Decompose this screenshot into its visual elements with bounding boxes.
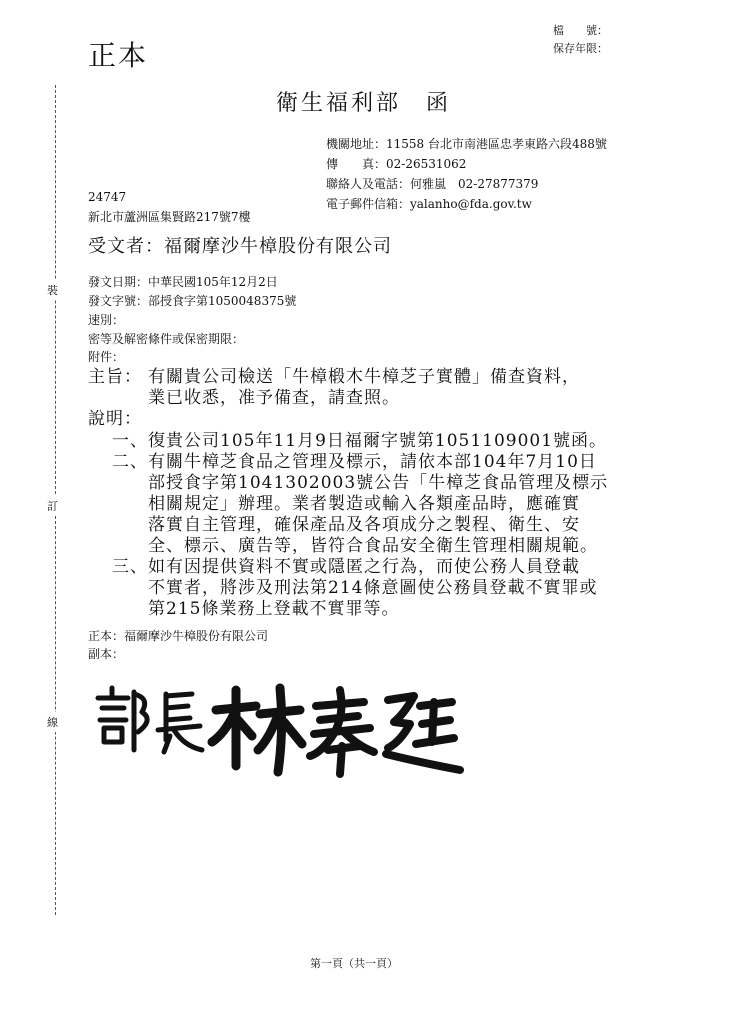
explanation-item-1: 一、復貴公司105年11月9日福爾字號第1051109001號函。 xyxy=(112,431,608,451)
retention-period-label: 保存年限： xyxy=(553,42,608,55)
binding-mark-ding: 訂 xyxy=(47,496,58,516)
secrecy-level: 密等及解密條件或保密期限： xyxy=(88,332,245,346)
carbon-copy-recipient: 副本： xyxy=(88,647,125,661)
delivery-speed: 速別： xyxy=(88,313,125,327)
subject-line-2: 業已收悉，准予備查，請查照。 xyxy=(148,388,400,408)
explanation-item-2-line-5: 全、標示、廣告等，皆符合食品安全衛生管理相關規範。 xyxy=(148,536,598,556)
subject-line-1: 有關貴公司檢送「牛樟椴木牛樟芝子實體」備查資料， xyxy=(148,367,580,387)
explanation-label: 說明： xyxy=(88,409,142,429)
original-copy-stamp: 正本 xyxy=(88,39,149,72)
explanation-item-2-line-4: 落實自主管理，確保產品及各項成分之製程、衛生、安 xyxy=(148,515,580,535)
agency-fax: 傳 真：02-26531062 xyxy=(326,157,467,171)
minister-signature xyxy=(88,680,468,780)
recipient-zip: 24747 xyxy=(88,190,127,204)
issue-number: 發文字號：部授食字第1050048375號 xyxy=(88,294,297,308)
explanation-item-2-line-3: 相關規定」辦理。業者製造或輸入各類產品時，應確實 xyxy=(148,494,580,514)
contact-email: 電子郵件信箱：yalanho@fda.gov.tw xyxy=(326,197,532,211)
issue-date: 發文日期：中華民國105年12月2日 xyxy=(88,275,278,289)
document-title: 衛生福利部 函 xyxy=(276,91,452,116)
contact-person-phone: 聯絡人及電話：何雅嵐 02-27877379 xyxy=(326,177,539,191)
page-footer: 第一頁（共一頁） xyxy=(310,957,398,970)
binding-mark-xian: 線 xyxy=(47,712,58,732)
file-number-label: 檔 號： xyxy=(553,24,608,37)
explanation-item-2-line-1: 二、有關牛樟芝食品之管理及標示，請依本部104年7月10日 xyxy=(112,452,597,472)
explanation-item-3-line-3: 第215條業務上登載不實罪等。 xyxy=(148,599,400,619)
explanation-item-3-line-1: 三、如有因提供資料不實或隱匿之行為，而使公務人員登載 xyxy=(112,557,580,577)
agency-address: 機關地址：11558 台北市南港區忠孝東路六段488號 xyxy=(326,137,607,151)
recipient-street: 新北市蘆洲區集賢路217號7樓 xyxy=(88,210,251,224)
binding-mark-zhuang: 裝 xyxy=(47,280,58,300)
original-copy-recipient: 正本：福爾摩沙牛樟股份有限公司 xyxy=(88,629,269,643)
explanation-item-3-line-2: 不實者，將涉及刑法第214條意圖使公務員登載不實罪或 xyxy=(148,578,598,598)
attachment: 附件： xyxy=(88,350,125,364)
explanation-item-2-line-2: 部授食字第1041302003號公告「牛樟芝食品管理及標示 xyxy=(148,473,609,493)
addressee: 受文者：福爾摩沙牛樟股份有限公司 xyxy=(88,236,392,257)
subject-label: 主旨： xyxy=(88,367,142,387)
